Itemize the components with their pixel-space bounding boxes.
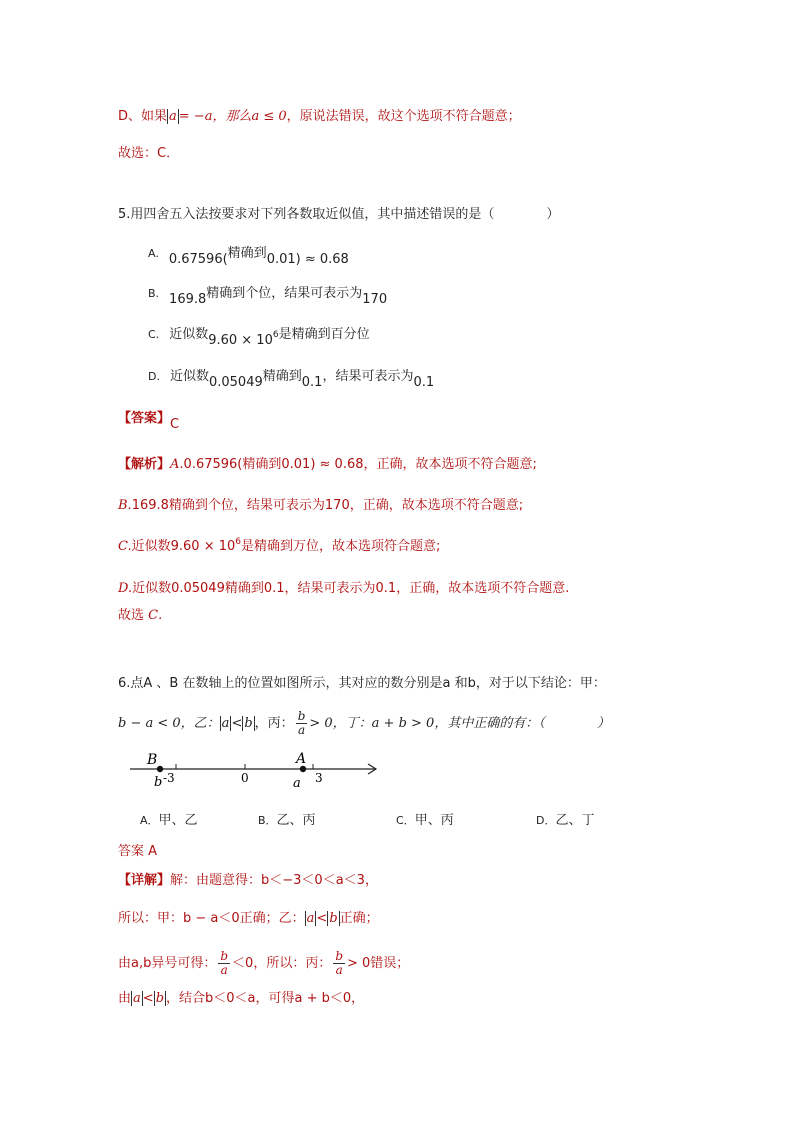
q6-detail-3	[118, 950, 409, 977]
q6-option-d	[536, 812, 595, 830]
option-letter: D.	[148, 370, 160, 383]
text: 是精确到百分位	[278, 327, 370, 342]
math-text: b − a < 0，乙：	[118, 716, 220, 731]
tick-label-3: 3	[315, 771, 323, 785]
analysis-tag: A.	[170, 457, 184, 472]
text: 精确到	[262, 369, 302, 384]
text: 正确；	[339, 911, 379, 926]
text: 由a,b异号可得：	[118, 956, 217, 971]
fraction-b-over-a	[333, 950, 345, 977]
text: > 0错误；	[347, 956, 410, 971]
option-letter: B.	[148, 287, 160, 300]
q4-option-d-explanation	[118, 108, 521, 126]
math-text: = −a，那么	[178, 109, 252, 124]
analysis-tag: B.	[118, 498, 132, 513]
text: ，结果可表示为	[322, 369, 414, 384]
q6-answer: 答案 A	[118, 844, 158, 859]
text: 近似数0.05049精确到0.1，结果可表示为0.1，正确，故本选项不符合题意.	[132, 581, 570, 596]
q6-detail-1	[118, 872, 378, 890]
abs-value: a	[221, 716, 230, 731]
option-letter: B．	[258, 814, 277, 827]
text: 精确到	[227, 246, 267, 261]
text: 由	[118, 991, 132, 1006]
text: D、如果	[118, 109, 168, 124]
text: 0.67596(	[168, 252, 228, 267]
math-text: > 0，丁：a + b > 0，其中正确的有：（ ）	[309, 716, 610, 731]
q6-option-a	[140, 812, 198, 830]
text: 0.67596(精确到0.01) ≈ 0.68，正确，故本选项不符合题意;	[183, 457, 537, 472]
number-line-figure	[120, 748, 390, 794]
text: 精确到个位，结果可表示为	[206, 286, 363, 301]
q5-choose	[118, 607, 162, 625]
denominator: a	[220, 963, 228, 977]
option-text: 乙、丙	[276, 813, 316, 828]
option-letter: C.	[148, 328, 160, 341]
q6-detail-4	[118, 990, 364, 1008]
abs-value: a	[133, 991, 141, 1006]
text: 0.1	[413, 375, 435, 390]
fraction-b-over-a	[218, 950, 230, 977]
text: 解：由题意得：b＜−3＜0＜a＜3，	[170, 873, 378, 888]
text: 0.01) ≈ 0.68	[266, 252, 349, 267]
text: 故选	[118, 608, 149, 623]
q5-option-c	[148, 326, 370, 348]
superscript: 6	[272, 330, 279, 340]
math-text: <	[231, 716, 243, 731]
answer-value: C	[170, 417, 180, 432]
text: 近似数9.60 × 10	[131, 539, 236, 554]
text: 170	[362, 292, 388, 307]
q6-stem-line2	[118, 710, 610, 737]
q5-analysis-b	[118, 497, 523, 515]
text: 169.8	[169, 292, 207, 307]
text: 是精确到万位，故本选项符合题意;	[241, 539, 441, 554]
q5-analysis-a	[118, 456, 537, 474]
text: .	[158, 608, 163, 623]
q5-analysis-c	[118, 538, 440, 557]
text: ＜0，所以：丙：	[232, 956, 332, 971]
choose-value: C	[148, 608, 159, 623]
q4-choose: 故选：C．	[118, 146, 180, 161]
q6-detail-2	[118, 910, 379, 928]
text: 0.1	[301, 375, 323, 390]
q5-option-d	[148, 368, 435, 390]
label-point-A: A	[296, 751, 307, 767]
abs-value: b	[155, 991, 165, 1006]
text: 所以：甲：b − a＜0正确；乙：	[118, 911, 305, 926]
tick-label-0: 0	[241, 771, 249, 785]
label-value-b: b	[154, 775, 163, 790]
option-letter: A.	[148, 247, 159, 260]
analysis-tag: D.	[118, 581, 133, 596]
tick-label-neg3: -3	[163, 771, 175, 785]
label-value-a: a	[293, 776, 301, 791]
text: 169.8精确到个位，结果可表示为170，正确，故本选项不符合题意;	[131, 498, 524, 513]
math-text: a ≤ 0	[251, 109, 287, 124]
analysis-label: 【解析】	[118, 457, 171, 472]
text: 近似数	[169, 369, 209, 384]
answer-label: 【答案】	[118, 411, 171, 426]
q5-stem: 5.用四舍五入法按要求对下列各数取近似值，其中描述错误的是（ ）	[118, 207, 560, 222]
denominator: a	[297, 723, 306, 737]
option-letter: C．	[396, 814, 415, 827]
q5-analysis-d	[118, 580, 569, 598]
option-text: 乙、丁	[555, 813, 595, 828]
math-text: <	[142, 991, 154, 1006]
q5-option-b	[148, 285, 388, 307]
option-letter: A．	[140, 814, 159, 827]
numerator: b	[297, 709, 306, 723]
fraction-b-over-a	[296, 710, 308, 737]
text: ，结合b＜0＜a，可得a + b＜0，	[166, 991, 365, 1006]
text: 0.05049	[208, 375, 263, 390]
q5-option-a	[148, 245, 349, 267]
text: ，丙：	[254, 716, 294, 731]
abs-value: b	[244, 716, 253, 731]
label-point-B: B	[147, 752, 158, 768]
abs-value: a	[169, 109, 177, 124]
math-text: <	[316, 911, 328, 926]
abs-value: b	[329, 911, 338, 926]
q6-option-b	[258, 812, 316, 830]
text: 近似数	[169, 327, 209, 342]
numerator: b	[220, 949, 229, 963]
analysis-tag: C.	[118, 539, 132, 554]
numerator: b	[335, 949, 344, 963]
denominator: a	[335, 963, 343, 977]
q6-option-c	[396, 812, 454, 830]
option-text: 甲、丙	[414, 813, 454, 828]
text: ，原说法错误，故这个选项不符合题意；	[286, 109, 521, 124]
abs-value: a	[306, 911, 315, 926]
option-letter: D．	[536, 814, 556, 827]
superscript: 6	[235, 537, 242, 547]
detail-label: 【详解】	[118, 873, 171, 888]
q5-answer	[118, 410, 180, 432]
option-text: 甲、乙	[158, 813, 198, 828]
text: 9.60 × 10	[208, 333, 273, 348]
q6-stem-line1: 6.点A 、B 在数轴上的位置如图所示，其对应的数分别是a 和b，对于以下结论：甲：	[118, 676, 606, 691]
